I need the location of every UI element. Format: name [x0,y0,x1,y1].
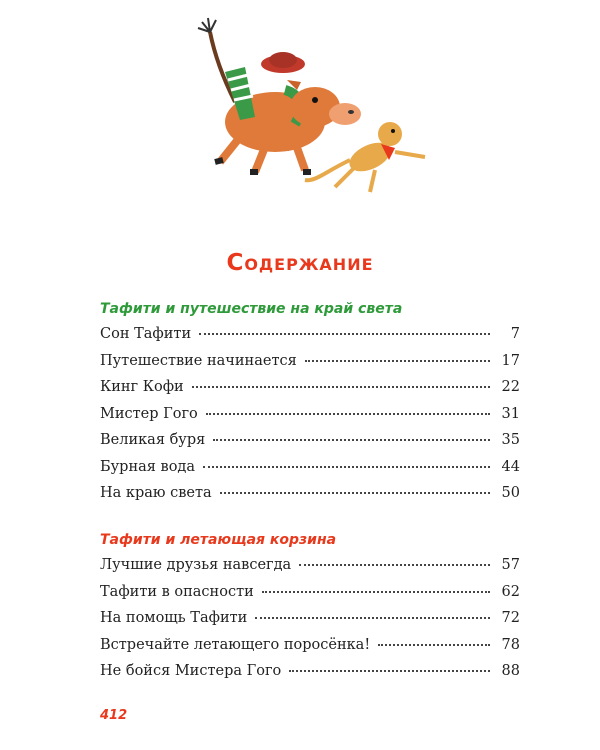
dot-leader [378,644,490,646]
toc-entry[interactable] [100,552,520,579]
entry-label: Встречайте летающего поросёнка! [100,636,371,653]
toc-entry[interactable] [100,348,520,375]
entry-label: На краю света [100,485,212,501]
toc-title: Содержание [226,250,374,276]
toc-section [100,528,520,685]
entry-label: Кинг Кофи [100,379,184,395]
entry-page: 35 [501,432,520,448]
entry-page: 72 [501,610,520,626]
dot-leader [213,439,490,441]
dot-leader [289,670,490,672]
entry-page: 57 [501,557,520,573]
dot-leader [203,466,490,468]
toc-entry[interactable] [100,321,520,348]
page-number: 412 [100,708,128,723]
entry-page: 62 [501,583,520,600]
dot-leader [220,492,490,494]
dot-leader [299,564,490,566]
toc-entry[interactable] [100,401,520,428]
toc-section [100,297,520,507]
entry-page: 44 [501,458,520,475]
entry-label: Тафити в опасности [100,583,254,600]
toc-entry[interactable] [100,480,520,507]
entry-label: Не бойся Мистера Гого [100,663,282,679]
dot-leader [262,591,490,593]
entry-page: 50 [501,485,520,501]
entry-label: Мистер Гого [100,405,198,422]
dot-leader [199,333,490,335]
toc-entry[interactable] [100,579,520,606]
dot-leader [192,386,490,388]
entry-label: Бурная вода [100,458,196,475]
entry-label: Сон Тафити [100,326,192,342]
toc-entry[interactable] [100,374,520,401]
entry-label: Лучшие друзья навсегда [100,557,292,573]
toc-entry[interactable] [100,658,520,685]
dot-leader [305,360,490,362]
entry-label: Путешествие начинается [100,352,297,369]
toc-entry[interactable] [100,605,520,632]
entry-label: На помощь Тафити [100,610,248,626]
toc-entry[interactable] [100,632,520,659]
section-title: Тафити и путешествие на край света [100,301,403,317]
entry-page: 88 [501,663,520,679]
toc-entry[interactable] [100,454,520,481]
entry-page: 31 [501,405,520,422]
section-title: Тафити и летающая корзина [100,532,337,548]
toc-entry[interactable] [100,427,520,454]
entry-page: 78 [501,636,520,653]
pig-and-meerkat-illustration [185,12,435,202]
entry-page: 22 [501,379,520,395]
dot-leader [206,413,490,415]
entry-page: 7 [510,326,520,342]
dot-leader [255,617,490,619]
entry-page: 17 [501,352,520,369]
entry-label: Великая буря [100,432,206,448]
